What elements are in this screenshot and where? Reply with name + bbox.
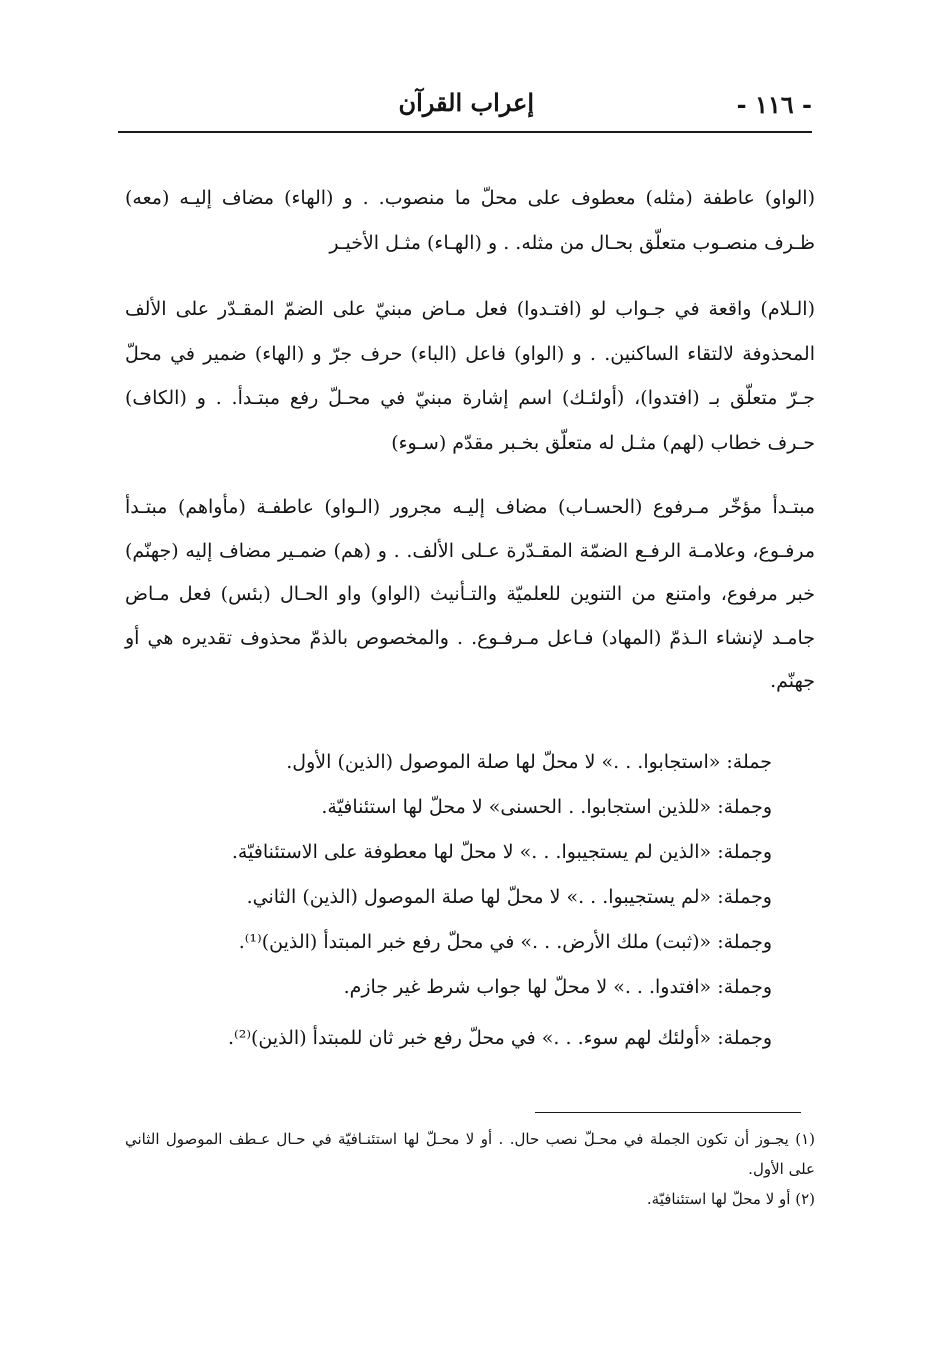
sentence-item: وجملة: «افتدوا. . .» لا محلّ لها جواب شرط غير جازم.: [343, 976, 772, 998]
header-rule: [118, 131, 812, 133]
sentence-analysis-list: [122, 740, 772, 1061]
sentence-item: وجملة: «لم يستجيبوا. . .» لا محلّ لها صلة الموصول (الذين) الثاني.: [246, 886, 772, 908]
sentence-item: وجملة: «(ثبت) ملك الأرض. . .» في محلّ رفع خبر المبتدأ (الذين)⁽¹⁾.: [238, 931, 772, 953]
page-header: [118, 84, 812, 130]
footnote-1: (١) يجـوز أن تكون الجملة في محـلّ نصب حال. . أو لا محـلّ لها استئنـافيّة في حـال عـطف الموصول الثاني على الأول.: [125, 1130, 815, 1178]
sentence-item: وجملة: «الذين لم يستجيبوا. . .» لا محلّ لها معطوفة على الاستئنافيّة.: [231, 841, 772, 863]
sentence-item: وجملة: «أولئك لهم سوء. . .» في محلّ رفع خبر ثان للمبتدأ (الذين)⁽²⁾.: [228, 1027, 772, 1049]
paragraph-3: مبتـدأ مؤخّر مـرفوع (الحسـاب) مضاف إليـه مجرور (الـواو) عاطفـة (مأواهم) مبتـدأ مرفـوع، وعلامـة الرفـع الضمّة المقـدّرة عـلى الألف. . و (هم) ضمـير مضاف إليه (جهنّم) خبر مرفوع، وامتنع من التنوين للعلميّة والتـأنيث (الواو) واو الحـال (بئس) فعل مـاض جامـد لإنشاء الـذمّ (المهاد) فـاعل مـرفـوع. . والمخصوص بالذمّ محذوف تقديره هي أو جهنّم.: [125, 496, 815, 692]
sentence-item: وجملة: «للذين استجابوا. . الحسنى» لا محلّ لها استئنافيّة.: [321, 796, 772, 818]
page-number: - ١١٦ -: [736, 90, 812, 119]
sentence-item: جملة: «استجابوا. . .» لا محلّ لها صلة الموصول (الذين) الأول.: [286, 751, 772, 773]
running-title: إعراب القرآن: [398, 88, 534, 117]
paragraph-2: (الـلام) واقعة في جـواب لو (افتـدوا) فعل مـاض مبنيّ على الضمّ المقـدّر على الألف المحذوفة لالتقاء الساكنين. . و (الواو) فاعل (الباء) حرف جرّ و (الهاء) ضمير في محلّ جـرّ متعلّق بـ (افتدوا)، (أولئـك) اسم إشارة مبنيّ في محـلّ رفع مبتـدأ. . و (الكاف) حـرف خطاب (لهم) مثـل له متعلّق بخـبر مقدّم (سـوء): [125, 298, 815, 454]
paragraph-1: (الواو) عاطفة (مثله) معطوف على محلّ ما منصوب. . و (الهاء) مضاف إليـه (معه) ظـرف منصـوب متعلّق بحـال من مثله. . و (الهـاء) مثـل الأخيـر: [125, 187, 815, 254]
footnote-2: (٢) أو لا محلّ لها استئنافيّة.: [646, 1190, 815, 1208]
footnote-separator: [535, 1112, 801, 1113]
footnotes: [125, 1124, 815, 1214]
